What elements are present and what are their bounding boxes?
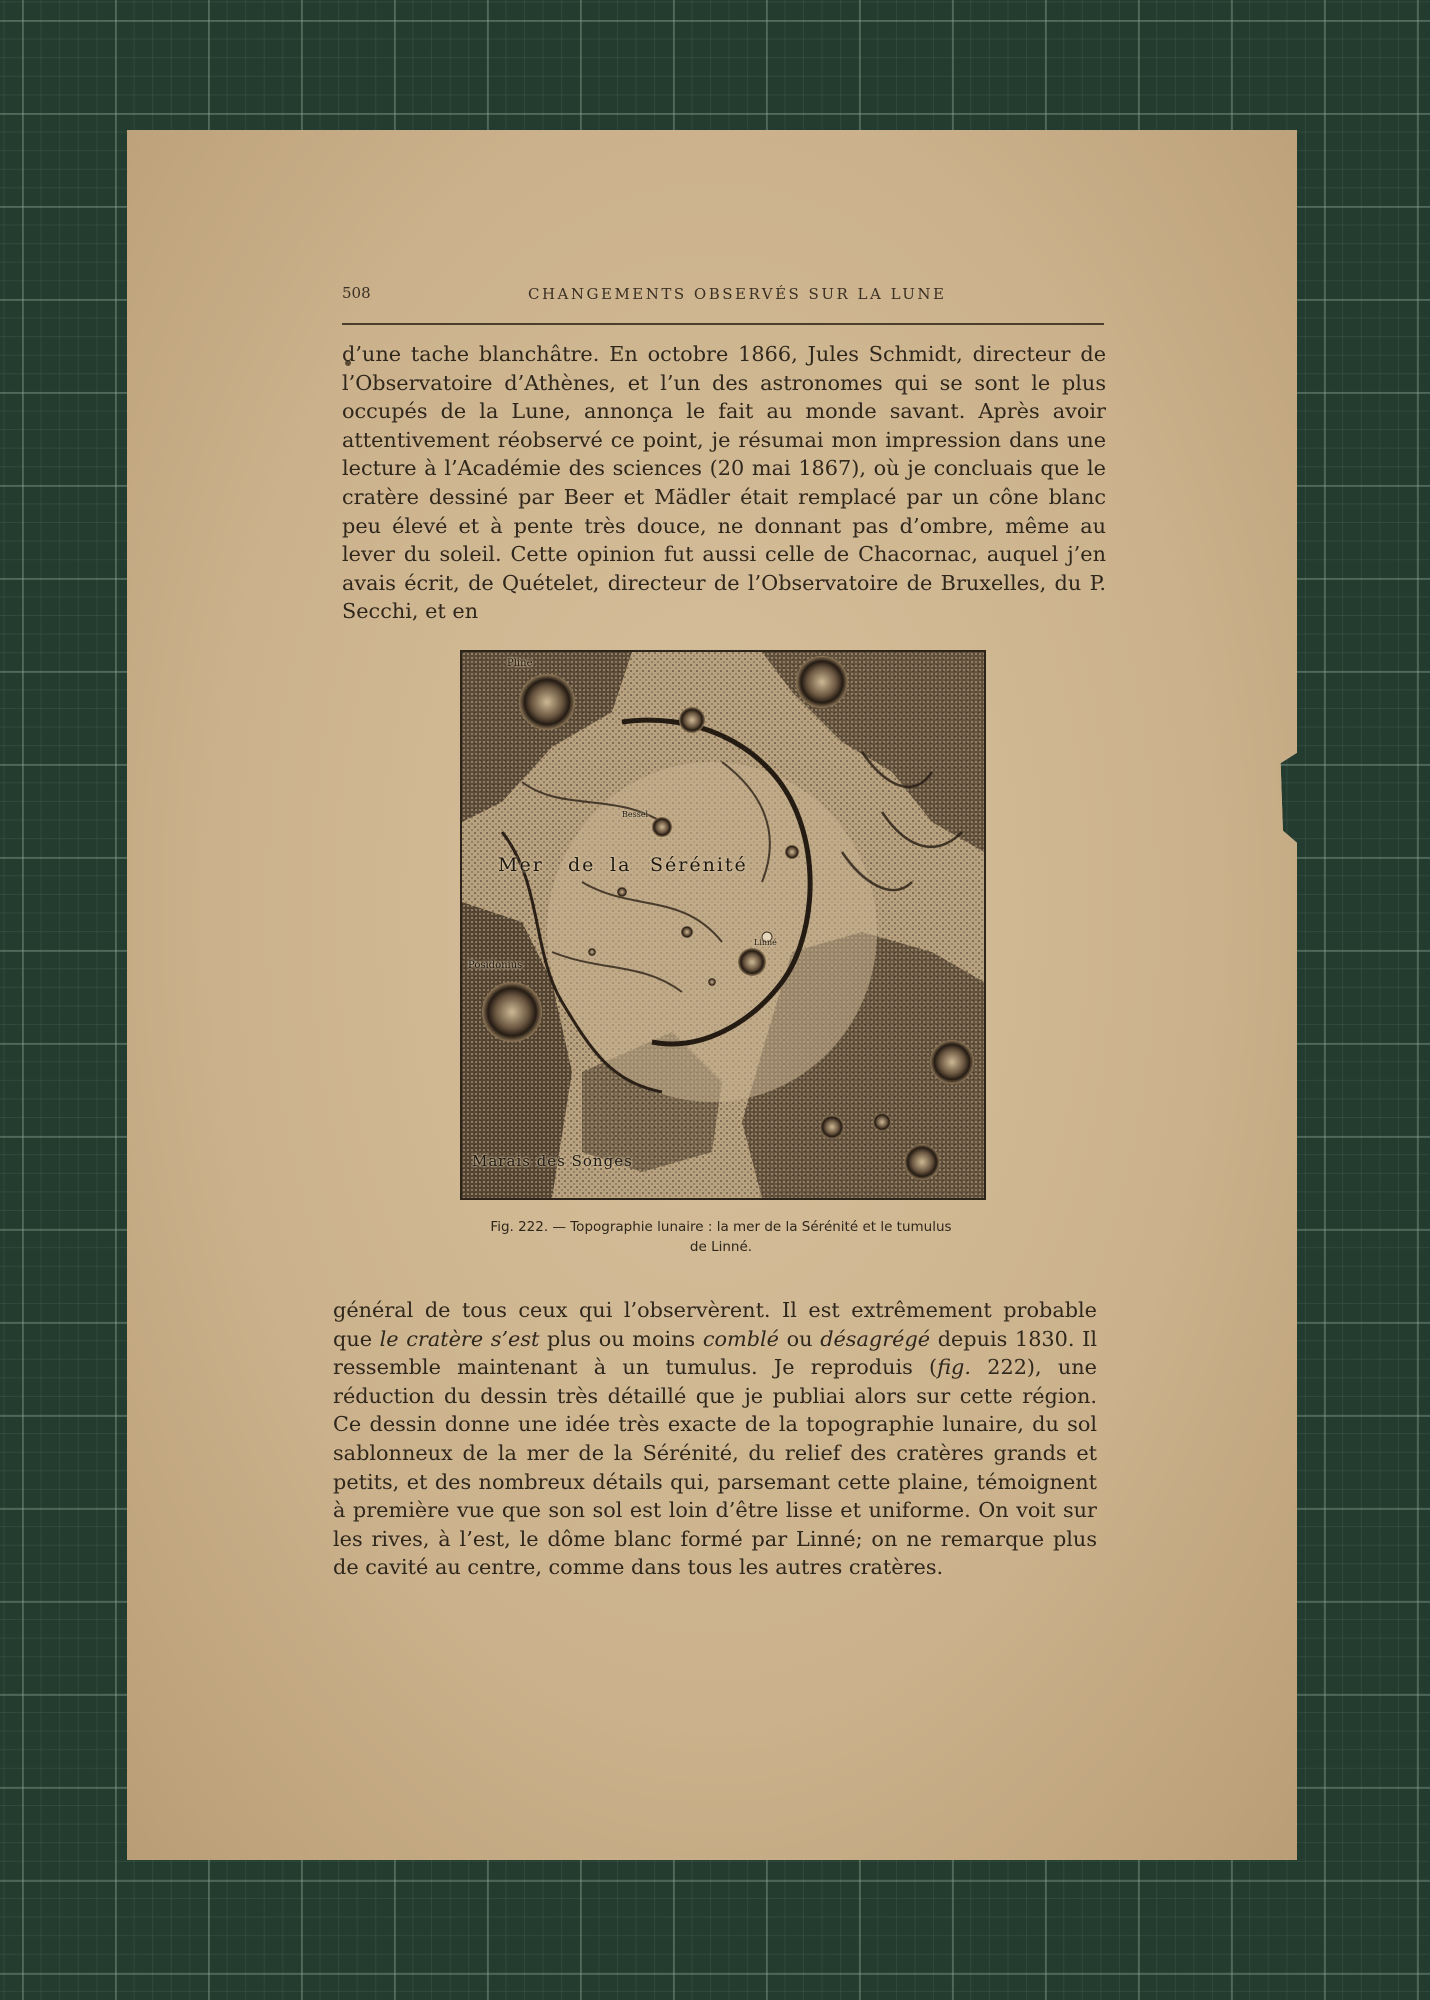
paragraph-2-text-4: depuis 1830. Il ressemble maintenant à un tumulus. Je reproduis ( [333, 1326, 1098, 1380]
paragraph-2-text-2: plus ou moins [539, 1326, 703, 1351]
paragraph-2-text-5: 222), une réduction du dessin très détaillé que je publiai alors sur cette région. Ce dessin donne une idée très exacte de la topographie lunaire, du sol sablonneux de la mer de la Sérénité, du relief des cratères grands et petits, et des nombreux détails qui, parsemant cette plaine, témoignent à première vue que son sol est loin d’être lisse et uniforme. On voit sur les rives, à l’est, le dôme blanc formé par Linné; on ne remarque plus de cavité au centre, comme dans tous les autres cratères. [333, 1355, 1097, 1580]
paragraph-2-italic-2: comblé [702, 1326, 779, 1351]
label-mer: Mer [498, 854, 544, 876]
label-bessel: Bessel [622, 810, 649, 819]
running-title: CHANGEMENTS OBSERVÉS SUR LA LUNE [528, 285, 947, 303]
label-linne: Linné [754, 938, 777, 947]
caption-line-1: Fig. 222. — Topographie lunaire : la mer de la Sérénité et le tumulus [490, 1219, 952, 1235]
header-rule [342, 323, 1104, 325]
paragraph-2-italic-1: le cratère s’est [379, 1326, 540, 1351]
paragraph-1: d’une tache blanchâtre. En octobre 1866, Jules Schmidt, directeur de l’Observatoire d’Athènes, et l’un des astronomes qui se sont le plus occupés de la Lune, annonça le fait au monde savant. Après avoir attentivement réobservé ce point, je résumai mon impression dans une lecture à l’Académie des sciences (20 mai 1867), où je concluais que le cratère dessiné par Beer et Mädler était remplacé par un cône blanc peu élevé et à pente très douce, ne donnant pas d’ombre, même au lever du soleil. Cette opinion fut aussi celle de Chacornac, auquel j’en avais écrit, de Quételet, directeur de l’Observatoire de Bruxelles, du P. Secchi, et en [342, 342, 1106, 624]
paragraph-2-text-3: ou [779, 1326, 821, 1351]
label-pline: Pline [507, 658, 533, 669]
page-number: 508 [342, 284, 371, 302]
label-marais-des-songes: Marais des Songes [472, 1152, 633, 1170]
lunar-map-drawing [462, 652, 984, 1198]
page-header [342, 284, 1104, 312]
paragraph-2-text-1: général de tous ceux qui l’observèrent. Il est extrêmement probable que [333, 1298, 1097, 1351]
paragraph-2-italic-3: désagrégé [820, 1326, 931, 1351]
lunar-map-engraving [460, 650, 986, 1200]
caption-line-2: de Linné. [689, 1239, 753, 1255]
paragraph-2-italic-4: fig. [937, 1355, 971, 1380]
paragraph-2 [333, 1296, 1097, 1582]
figure-caption [460, 1217, 982, 1257]
label-la: la [610, 854, 632, 876]
label-posidonius: Posidonius [468, 960, 523, 971]
label-serenite: Sérénité [650, 854, 748, 876]
label-de: de [568, 854, 596, 876]
